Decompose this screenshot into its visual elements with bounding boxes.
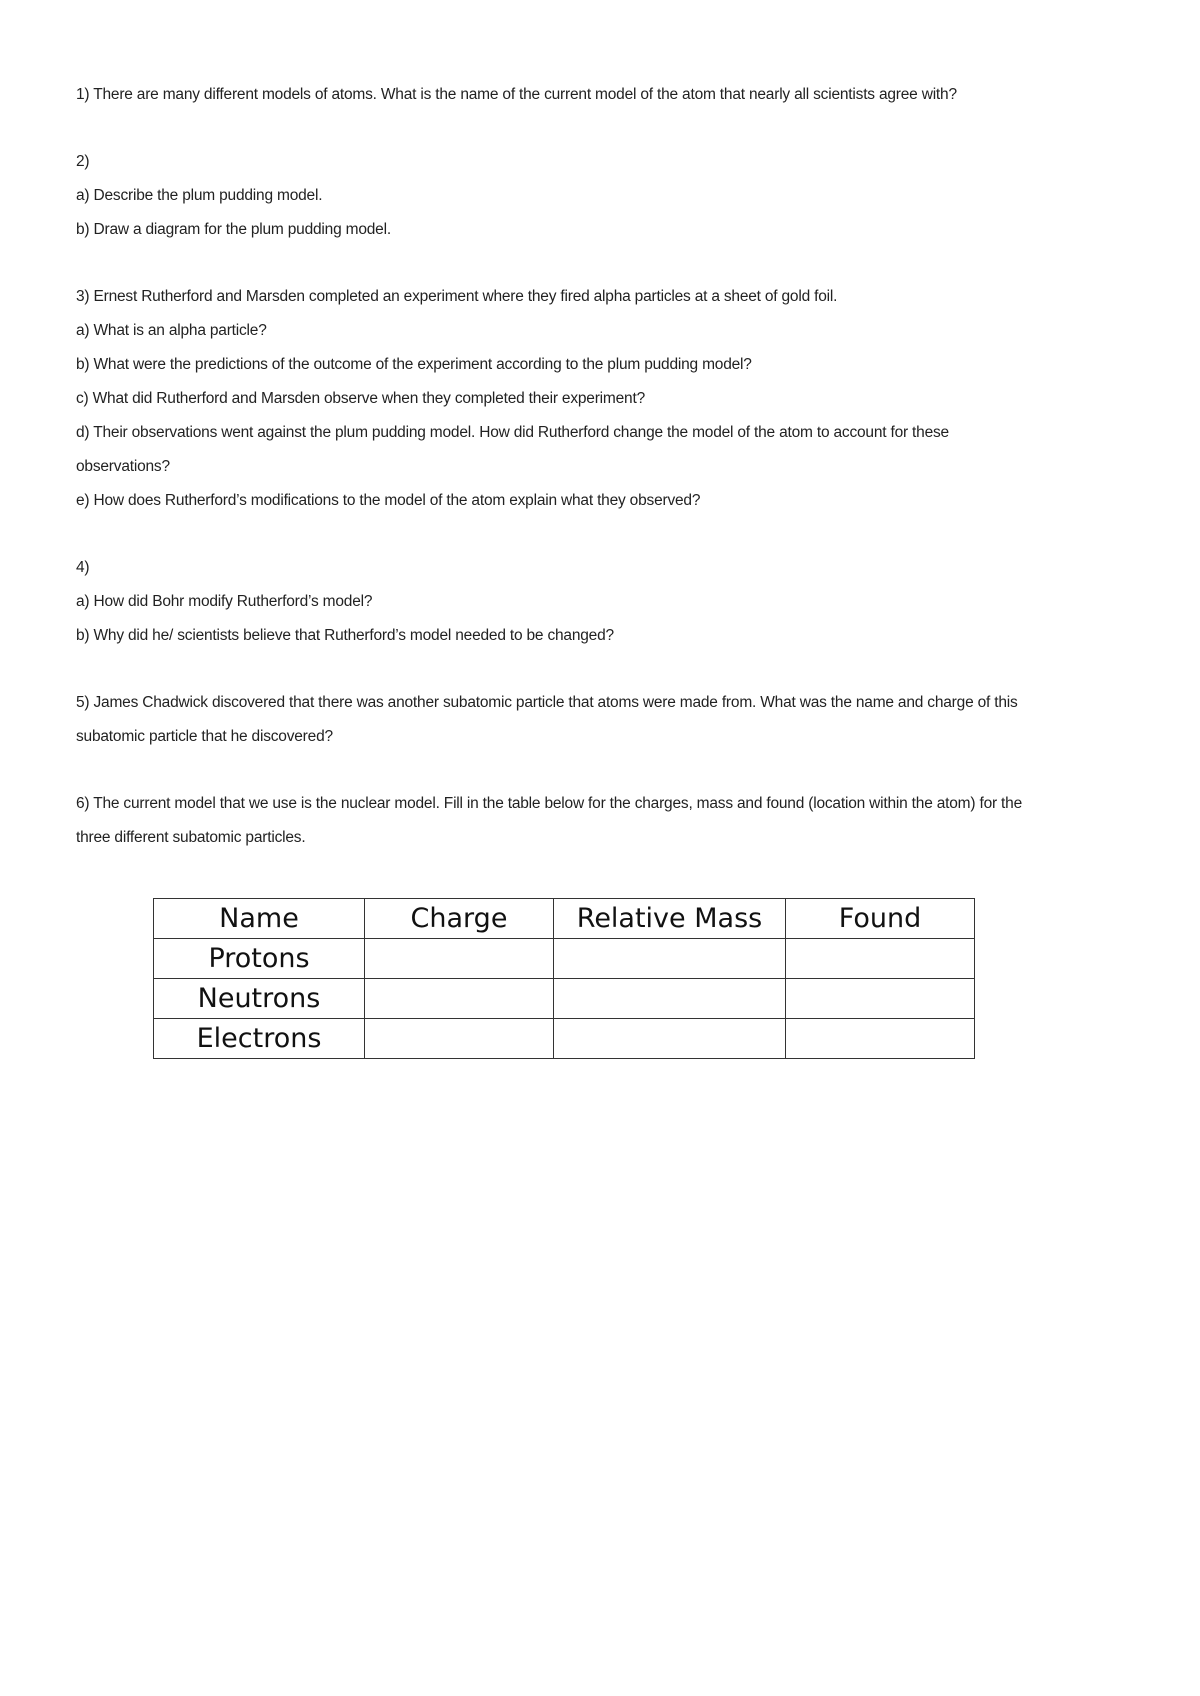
question-1	[76, 78, 1036, 112]
question-3b: b) What were the predictions of the outcome of the experiment according to the plum pudding model?	[76, 356, 752, 373]
question-3c: c) What did Rutherford and Marsden observe when they completed their experiment?	[76, 390, 645, 407]
cell-neutrons-charge[interactable]	[365, 979, 554, 1019]
cell-neutrons-name: Neutrons	[154, 979, 365, 1019]
question-2b: b) Draw a diagram for the plum pudding model.	[76, 221, 391, 238]
worksheet	[76, 78, 1036, 855]
question-4	[76, 551, 1036, 653]
cell-neutrons-mass[interactable]	[554, 979, 786, 1019]
cell-protons-charge[interactable]	[365, 939, 554, 979]
header-charge: Charge	[365, 899, 554, 939]
cell-electrons-name: Electrons	[154, 1019, 365, 1059]
cell-electrons-found[interactable]	[786, 1019, 975, 1059]
cell-protons-mass[interactable]	[554, 939, 786, 979]
question-2a: a) Describe the plum pudding model.	[76, 187, 323, 204]
header-name: Name	[154, 899, 365, 939]
cell-electrons-mass[interactable]	[554, 1019, 786, 1059]
table-row	[154, 939, 975, 979]
question-4-heading: 4)	[76, 559, 90, 576]
header-found: Found	[786, 899, 975, 939]
question-3-heading: 3) Ernest Rutherford and Marsden completed an experiment where they fired alpha particles at a sheet of gold foil.	[76, 288, 838, 305]
table-row	[154, 979, 975, 1019]
question-4b: b) Why did he/ scientists believe that Rutherford’s model needed to be changed?	[76, 627, 614, 644]
question-3e: e) How does Rutherford’s modifications to the model of the atom explain what they observed?	[76, 492, 701, 509]
question-6-text: 6) The current model that we use is the nuclear model. Fill in the table below for the charges, mass and found (location within the atom) for the three different subatomic particles.	[76, 795, 1023, 846]
cell-protons-name: Protons	[154, 939, 365, 979]
cell-electrons-charge[interactable]	[365, 1019, 554, 1059]
table-row	[154, 1019, 975, 1059]
question-2-heading: 2)	[76, 153, 90, 170]
cell-neutrons-found[interactable]	[786, 979, 975, 1019]
header-relative-mass: Relative Mass	[554, 899, 786, 939]
table-header-row	[154, 899, 975, 939]
subatomic-particles-table	[153, 898, 975, 1059]
question-4a: a) How did Bohr modify Rutherford’s model?	[76, 593, 373, 610]
question-1-text: 1) There are many different models of atoms. What is the name of the current model of the atom that nearly all scientists agree with?	[76, 86, 957, 103]
question-3d: d) Their observations went against the plum pudding model. How did Rutherford change the model of the atom to account for these observations?	[76, 424, 949, 475]
question-5	[76, 686, 1036, 754]
question-2	[76, 145, 1036, 247]
question-6	[76, 787, 1036, 855]
question-5-text: 5) James Chadwick discovered that there was another subatomic particle that atoms were made from. What was the name and charge of this subatomic particle that he discovered?	[76, 694, 1018, 745]
cell-protons-found[interactable]	[786, 939, 975, 979]
question-3	[76, 280, 1036, 518]
question-3a: a) What is an alpha particle?	[76, 322, 267, 339]
